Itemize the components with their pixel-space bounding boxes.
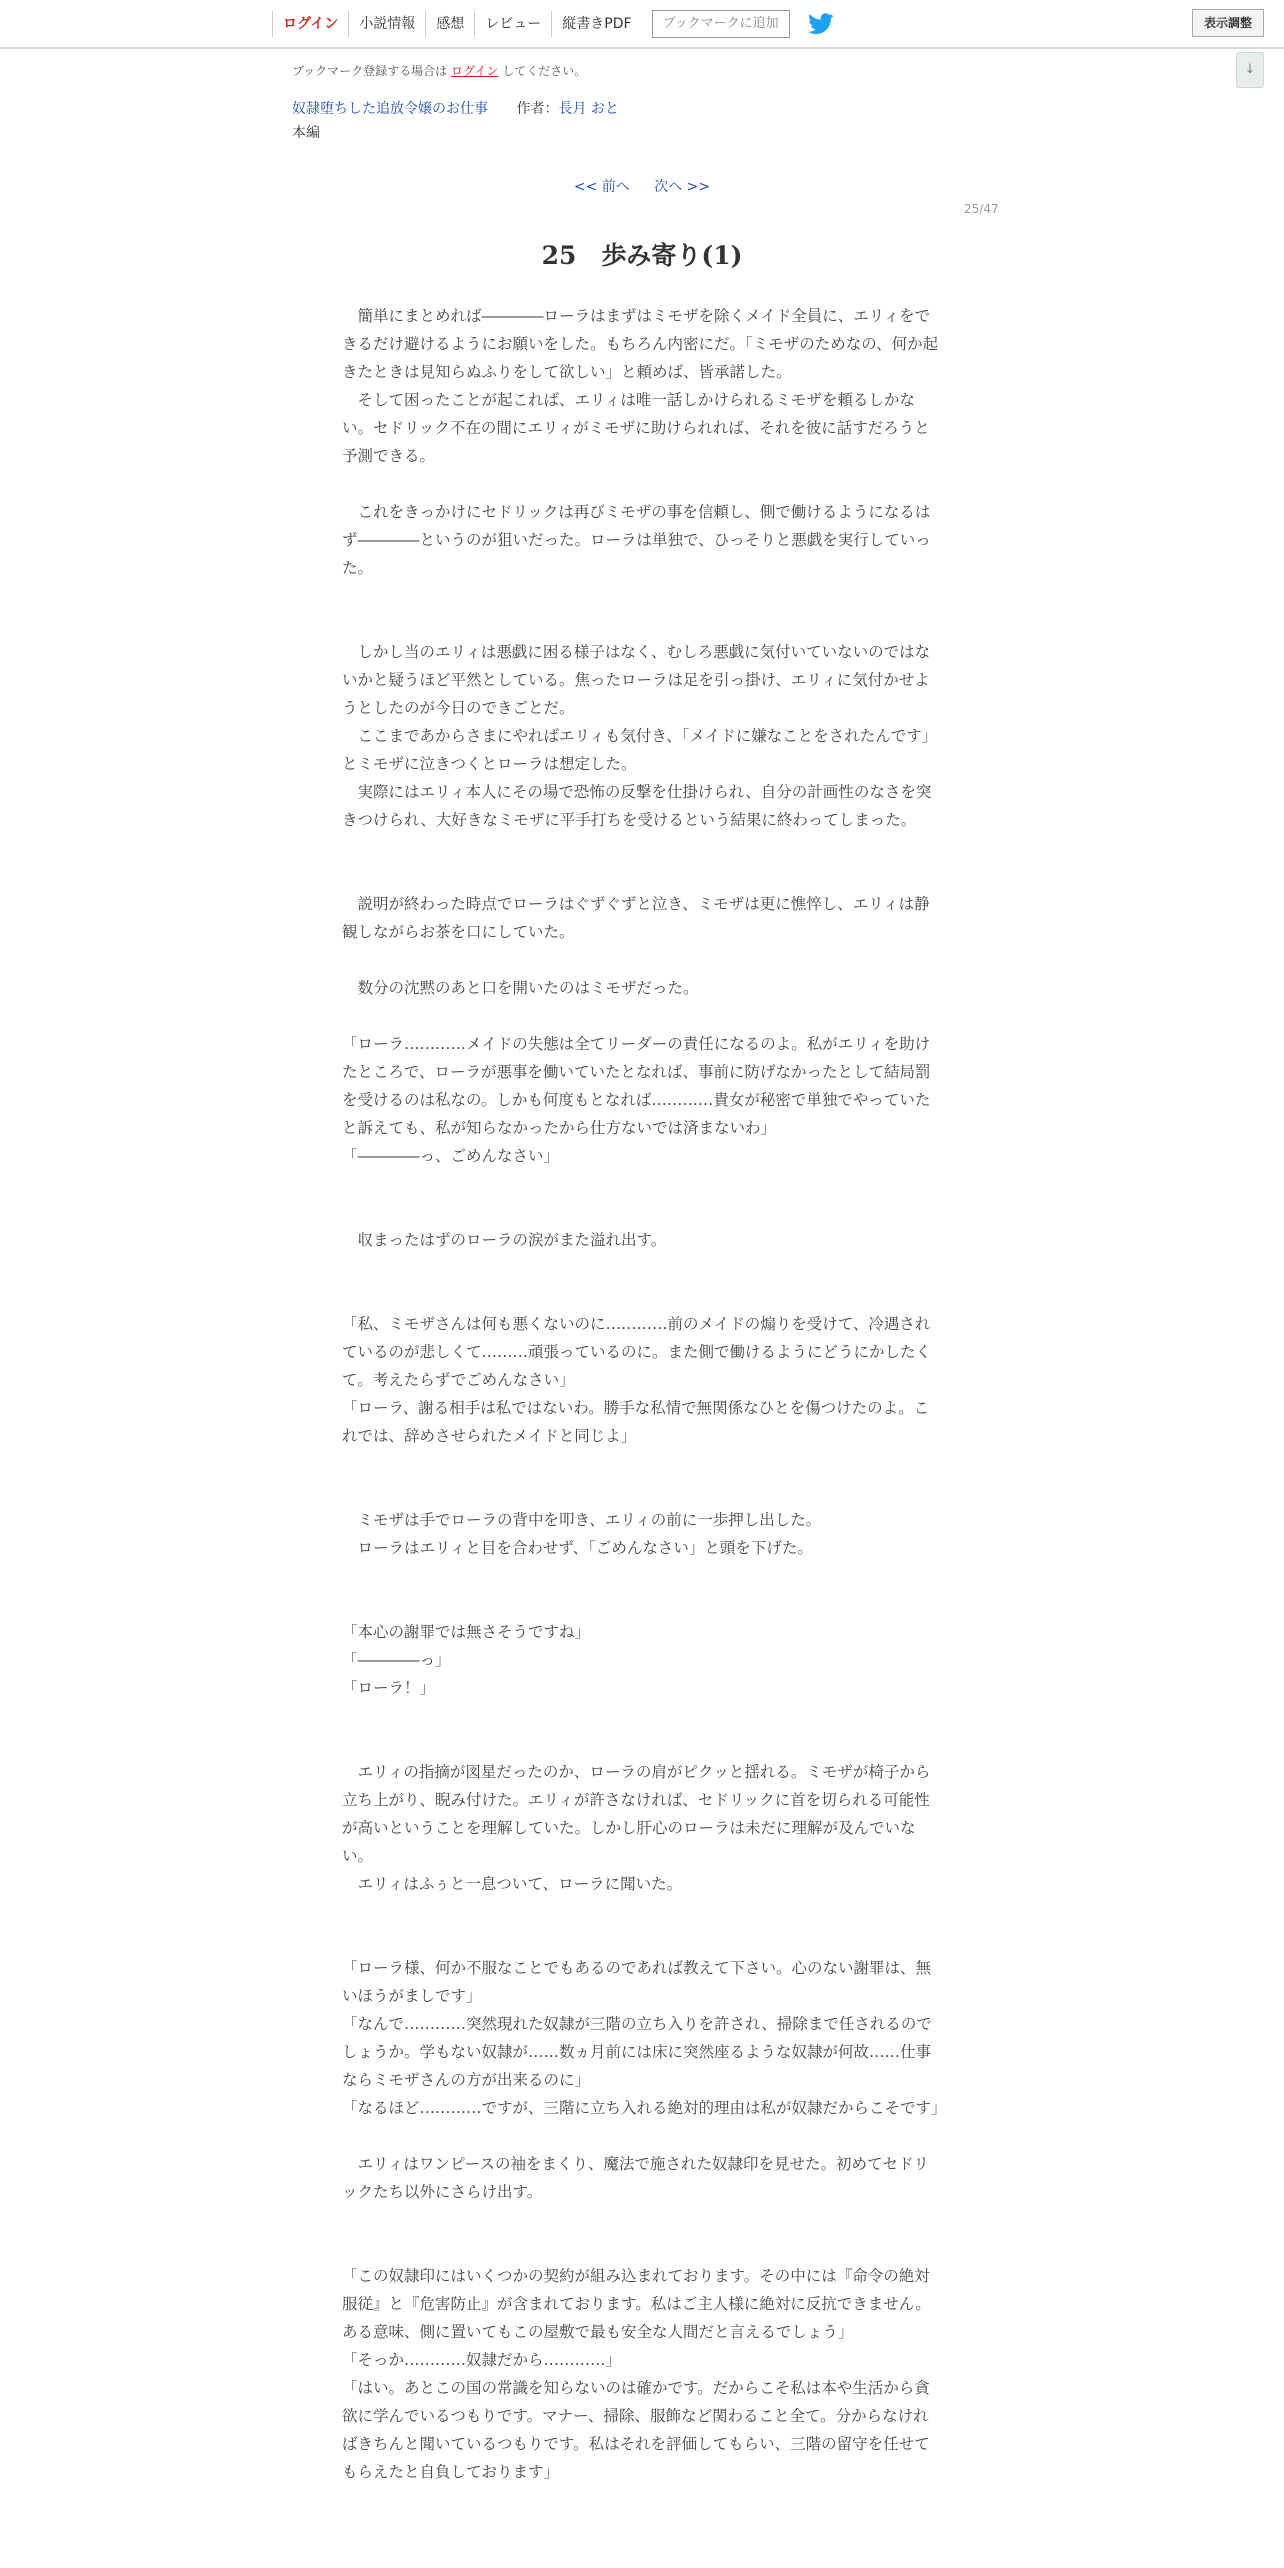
body-paragraph: 「なんで…………突然現れた奴隷が三階の立ち入りを許され、掃除まで任されるのでしょうか。学もない奴隷が……数ヵ月前には床に突然座るような奴隷が何故……仕事ならミモザさんの方が出来るのに」 xyxy=(342,2015,932,2089)
next-episode-link[interactable]: 次へ >> xyxy=(654,179,711,195)
author-name-link[interactable]: 長月 おと xyxy=(558,101,619,117)
body-paragraph: ここまであからさまにやればエリィも気付き、「メイドに嫌なことをされたんです」とミモザに泣きつくとローラは想定した。 xyxy=(342,727,938,773)
body-paragraph: 簡単にまとめれば――――ローラはまずはミモザを除くメイド全員に、エリィをできるだけ避けるようにお願いをした。もちろん内密にだ。「ミモザのためなの、何か起きたときは見知らぬふりをして欲しい」と頼めば、皆承諾した。 xyxy=(342,307,939,381)
body-paragraph: エリィはふぅと一息ついて、ローラに聞いた。 xyxy=(342,1875,683,1893)
notice-text-before: ブックマーク登録する場合は xyxy=(292,64,448,78)
body-paragraph: 「ローラ！」 xyxy=(342,1679,436,1697)
episode-counter: 25/47 xyxy=(964,202,999,216)
body-paragraph: しかし当のエリィは悪戯に困る様子はなく、むしろ悪戯に気付いていないのではないかと疑うほど平然としている。焦ったローラは足を引っ掛け、エリィに気付かせようとしたのが今日のできごとだ。 xyxy=(342,643,931,717)
blank-line xyxy=(342,1450,942,1478)
body-paragraph: 「本心の謝罪では無さそうですね」 xyxy=(342,1623,591,1641)
nav-novel-info-link[interactable]: 小説情報 xyxy=(348,11,425,37)
body-paragraph: 「ローラ、謝る相手は私ではないわ。勝手な私情で無関係なひとを傷つけたのよ。これでは、辞めさせられたメイドと同じよ」 xyxy=(342,1399,930,1445)
blank-line xyxy=(342,1730,942,1758)
blank-line xyxy=(342,610,942,638)
body-paragraph: 説明が終わった時点でローラはぐずぐずと泣き、ミモザは更に憔悴し、エリィは静観しながらお茶を口にしていた。 xyxy=(342,895,930,941)
prev-episode-link[interactable]: << 前へ xyxy=(573,179,630,195)
blank-line xyxy=(342,1590,942,1618)
body-paragraph: ミモザは手でローラの背中を叩き、エリィの前に一歩押し出した。 xyxy=(342,1511,822,1529)
blank-line xyxy=(342,2206,942,2234)
nav-review-link[interactable]: レビュー xyxy=(474,11,551,37)
body-paragraph: 「なるほど…………ですが、三階に立ち入れる絶対的理由は私が奴隷だからこそです」 xyxy=(342,2099,947,2117)
body-paragraph: 「はい。あとこの国の常識を知らないのは確かです。だからこそ私は本や生活から貪欲に学んでいるつもりです。マナー、掃除、服飾など関わること全て。分からなければきちんと聞いているつもりです。私はそれを評価してもらい、三階の留守を任せてもらえたと自負しております」 xyxy=(342,2379,930,2481)
author-label: 作者： xyxy=(516,101,559,117)
blank-line xyxy=(342,1282,942,1310)
body-paragraph: 「この奴隷印にはいくつかの契約が組み込まれております。その中には『命令の絶対服従』と『危害防止』が含まれております。私はご主人様に絶対に反抗できません。ある意味、側に置いてもこの屋敷で最も安全な人間だと言えるでしょう」 xyxy=(342,2267,931,2341)
blank-line xyxy=(342,470,942,498)
body-paragraph: 「ローラ様、何か不服なことでもあるのであれば教えて下さい。心のない謝罪は、無いほうがましです」 xyxy=(342,1959,932,2005)
nav-login-link[interactable]: ログイン xyxy=(272,11,348,37)
body-paragraph: 数分の沈黙のあと口を開いたのはミモザだった。 xyxy=(342,979,699,997)
blank-line xyxy=(342,862,942,890)
body-paragraph: 収まったはずのローラの涙がまた溢れ出す。 xyxy=(342,1231,667,1249)
body-paragraph: 「――――っ、ごめんなさい」 xyxy=(342,1147,560,1165)
blank-line xyxy=(342,582,942,610)
blank-line xyxy=(342,1002,942,1030)
episode-pager xyxy=(0,176,1284,196)
blank-line xyxy=(342,1898,942,1926)
work-info xyxy=(292,98,619,118)
body-paragraph: ローラはエリィと目を合わせず、「ごめんなさい」と頭を下げた。 xyxy=(342,1539,813,1557)
body-paragraph: 「私、ミモザさんは何も悪くないのに…………前のメイドの煽りを受けて、冷遇されているのが悲しくて………頑張っているのに。また側で働けるようにどうにかしたくて。考えたらずでごめんなさい」 xyxy=(342,1315,932,1389)
display-settings-button[interactable]: 表示調整 xyxy=(1192,9,1264,37)
body-paragraph: 「そっか…………奴隷だから…………」 xyxy=(342,2351,622,2369)
bookmark-login-notice xyxy=(292,62,586,79)
nav-impressions-link[interactable]: 感想 xyxy=(425,11,474,37)
scroll-down-icon[interactable]: ↓ xyxy=(1236,52,1264,88)
blank-line xyxy=(342,1198,942,1226)
blank-line xyxy=(342,1478,942,1506)
nav-vertical-pdf-link[interactable]: 縦書きPDF xyxy=(551,11,641,37)
notice-login-link[interactable]: ログイン xyxy=(451,64,499,78)
body-paragraph: 「ローラ…………メイドの失態は全てリーダーの責任になるのよ。私がエリィを助けたところで、ローラが悪事を働いていたとなれば、事前に防げなかったとして結局罰を受けるのは私なの。しかも何度もとなれば…………貴女が秘密で単独でやっていたと訴えても、私が知らなかったから仕方ないでは済まないわ」 xyxy=(342,1035,931,1137)
twitter-bird-icon[interactable] xyxy=(808,13,834,35)
chapter-section-label: 本編 xyxy=(292,125,320,141)
blank-line xyxy=(342,2234,942,2262)
blank-line xyxy=(342,1926,942,1954)
blank-line xyxy=(342,1254,942,1282)
body-paragraph: エリィはワンピースの袖をまくり、魔法で施された奴隷印を見せた。初めてセドリックたち以外にさらけ出す。 xyxy=(342,2155,929,2201)
body-paragraph: エリィの指摘が図星だったのか、ローラの肩がピクッと揺れる。ミモザが椅子から立ち上がり、睨み付けた。エリィが許さなければ、セドリックに首を切られる可能性が高いということを理解していた。しかし肝心のローラは未だに理解が及んでいない。 xyxy=(342,1763,931,1865)
header-nav xyxy=(272,0,834,47)
add-bookmark-button[interactable]: ブックマークに追加 xyxy=(652,10,790,38)
body-paragraph: 「――――っ」 xyxy=(342,1651,451,1669)
body-paragraph: そして困ったことが起これば、エリィは唯一話しかけられるミモザを頼るしかない。セドリック不在の間にエリィがミモザに助けられれば、それを彼に話すだろうと予測できる。 xyxy=(342,391,930,465)
site-header xyxy=(0,0,1284,49)
notice-text-after: してください。 xyxy=(502,64,587,78)
chapter-title: 25 歩み寄り(1) xyxy=(541,241,743,270)
body-paragraph: これをきっかけにセドリックは再びミモザの事を信頼し、側で働けるようになるはず――――というのが狙いだった。ローラは単独で、ひっそりと悪戯を実行していった。 xyxy=(342,503,931,577)
work-title-link[interactable]: 奴隷堕ちした追放令嬢のお仕事 xyxy=(292,101,488,117)
blank-line xyxy=(342,1562,942,1590)
blank-line xyxy=(342,834,942,862)
blank-line xyxy=(342,1702,942,1730)
blank-line xyxy=(342,946,942,974)
blank-line xyxy=(342,2122,942,2150)
body-paragraph: 実際にはエリィ本人にその場で恐怖の反撃を仕掛けられ、自分の計画性のなさを突きつけられ、大好きなミモザに平手打ちを受けるという結果に終わってしまった。 xyxy=(342,783,932,829)
blank-line xyxy=(342,1170,942,1198)
novel-body-text xyxy=(342,302,947,2486)
